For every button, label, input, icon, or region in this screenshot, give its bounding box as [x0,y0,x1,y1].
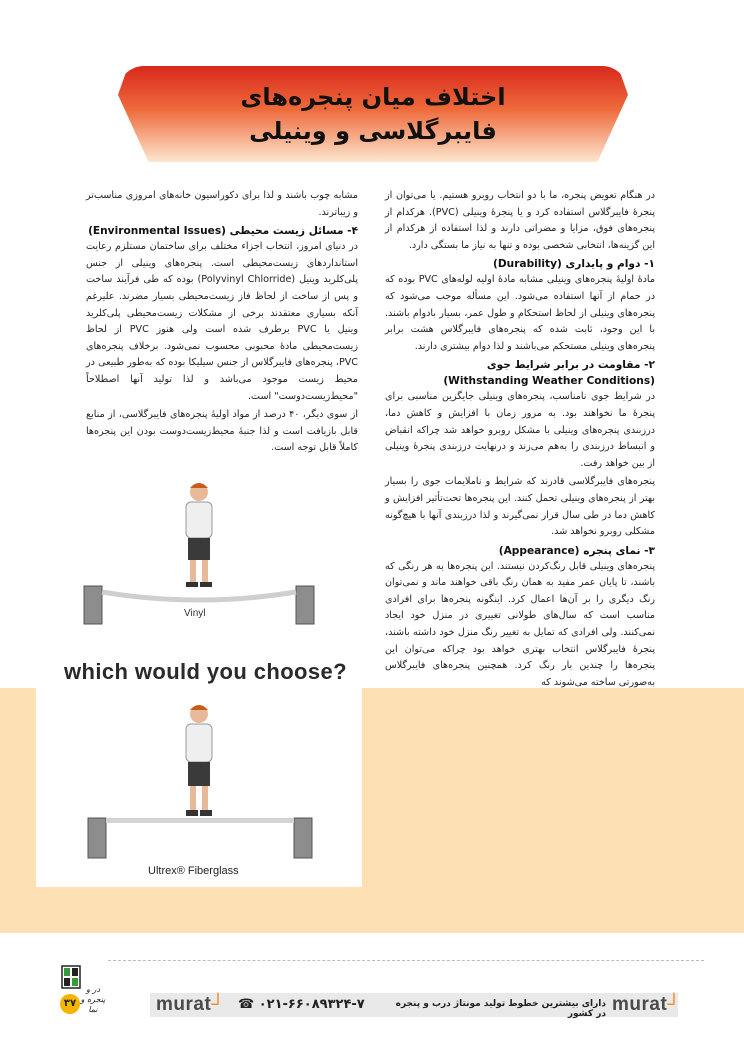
logo-accent-mark: ┘ [211,994,226,1015]
right-column [385,188,655,693]
magazine-name: در و پنجره و نما [80,985,106,1014]
window-icon [60,964,82,990]
phone-text: ۰۲۱-۶۶۰۸۹۳۲۴-۷ [258,997,365,1012]
section-2-text-1: در شرایط جوی نامناسب، پنجره‌های وینیلی جایگزین مناسبی برای پنجرهٔ ما نخواهند بود. به مرور زمان با افزایش و کاهش دما، درزبندی پنجره‌های وینیلی با مشکل روبرو خواهد شد چراکه انقباض و انبساط درزبندی را به‌هم می‌زند و درنهایت درزبندی پنجرهٔ وینیلی از بین خواهد رفت. [385,391,655,469]
continued-paragraph: مشابه چوب باشند و لذا برای دکوراسیون خانه‌های امروزی مناسب‌تر و زیباترند. [86,190,358,218]
company-slogan: دارای بیشترین خطوط تولید مونتاژ درب و پنجره در کشور [395,999,606,1019]
section-4-text-1: در دنیای امروز، انتخاب اجزاء مختلف برای ساختمان مستلزم رعایت استانداردهای زیست‌محیطی است. پنجره‌های وینیلی از جنس پلی‌کلرید وینیل (Polyvinyl Chlorride) بوده که طی فرآیند ساخت و پس از ساخت از لحاظ فاز زیست‌محیطی بسیار مضرند. علیرغم آنکه بسیاری معتقدند برخی از مشکلات زیست‌محیطی پلی‌کلرید وینیل یا PVC برطرف شده است ولی هنوز PVC از لحاظ زیست‌محیطی مادهٔ محبوبی محسوب نمی‌شود. برخلاف پنجره‌های PVC، پنجره‌های فایبرگلاس از جنس سیلیکا بوده که به‌طور طبیعی در محیط زیست موجود می‌باشد و لذا تولید آنها اصطلاحاً "محیط‌زیست‌دوست" است. [86,241,358,402]
murat-logo-right [612,994,681,1016]
block-left-top [84,586,102,624]
intro-paragraph: در هنگام تعویض پنجره، ما با دو انتخاب روبرو هستیم. یا می‌توان از پنجرهٔ فایبرگلاس استفاده کرد و یا پنجرهٔ وینیلی (PVC). هرکدام از پنجره‌های فوق، مزایا و مضراتی دارند و لذا استفاده از هرکدام از این گزینه‌ها، انتخابی شخصی بوده و تنها به نیاز ما بستگی دارد. [385,190,655,251]
boy-shirt-top [186,502,212,538]
choice-question: which would you choose? [64,659,347,684]
section-3-heading: ۳- نمای پنجره (Appearance) [498,544,655,557]
section-2-heading-en: (Withstanding Weather Conditions) [443,375,655,388]
boy-shirt-bottom [186,724,212,762]
fiberglass-scene [88,705,312,858]
logo-text-right: murat [612,994,668,1015]
comparison-photo [36,476,362,887]
block-right-bottom [294,818,312,858]
logo-text: murat [156,994,212,1015]
phone-number [238,997,365,1012]
section-2-text-2: پنجره‌های فایبرگلاسی قادرند که شرایط و ناملایمات جوی را بسیار بهتر از پنجره‌های وینیلی تحمل کنند. این پنجره‌ها تحت‌تأثیر افزایش و کاهش دما در طی سال قرار نمی‌گیرند و لذا درزبندی آنها با هیچ‌گونه مشکلی روبرو نخواهد شد. [385,476,655,538]
boy-shorts-top [188,538,210,560]
section-1-text: مادهٔ اولیهٔ پنجره‌های وینیلی مشابه مادهٔ اولیه لوله‌های PVC بوده که در حمام از آنها استفاده می‌شود. این مسأله موجب می‌شود که پنجره‌های وینیلی از لحاظ استحکام و طول عمر، بسیار بادوام باشند. با این وجود، ثابت شده که پنجره‌های فایبرگلاس هشت برابر پنجره‌های وینیلی مستحکم می‌باشند و لذا دوام بیشتری دارند. [385,274,655,352]
left-column [86,188,358,459]
section-1-heading: ۱- دوام و پایداری (Durability) [493,258,655,271]
section-3-text: پنجره‌های وینیلی قابل رنگ‌کردن نیستند. این پنجره‌ها به هر رنگی که باشند، تا پایان عمر مفید به همان رنگ باقی خواهند ماند و نمی‌توان رنگ دیگری را بر آن‌ها اعمال کرد. اینگونه پنجره‌ها برای افرادی مناسب است که سال‌های طولانی تغییری در منزل خود ایجاد نمی‌کنند. ولی افرادی که تمایل به تغییر رنگ منزل خود داشته باشند، پنجرهٔ فایبرگلاس انتخاب بهتری خواهد بود چراکه می‌توان این پنجره‌ها را چندین بار رنگ کرد. همچنین پنجره‌های فایبرگلاس به‌صورتی ساخته می‌شوند که [385,560,655,688]
title-line-1: اختلاف میان پنجره‌های [240,83,506,111]
fiberglass-label: Ultrex® Fiberglass [148,865,239,877]
block-left-bottom [88,818,106,858]
logo-accent-mark-right: ┘ [667,994,682,1015]
page-title [118,80,628,148]
title-line-2: فایبرگلاسی و وینیلی [249,117,497,145]
footer-divider [108,960,704,961]
section-2-heading: ۲- مقاومت در برابر شرایط جوی [486,359,655,372]
vinyl-beam-sagging [102,592,296,600]
vinyl-scene [84,483,314,624]
page-number-badge: ۳۷ [60,994,80,1014]
phone-icon: ☎ [238,997,259,1012]
section-4-text-2: از سوی دیگر، ۴۰ درصد از مواد اولیهٔ پنجره‌های فایبرگلاسی، از منابع قابل بازیافت است و لذا جنبهٔ محیط‌زیست‌دوست بودن این پنجره‌ها کاملاً قابل توجه است. [86,409,358,454]
fiberglass-beam-straight [106,818,294,823]
murat-logo-left [156,994,225,1016]
boy-shorts-bottom [188,762,210,786]
section-4-heading: ۴- مسائل زیست محیطی (Environmental Issues) [88,225,358,238]
block-right-top [296,586,314,624]
vinyl-label: Vinyl [184,608,206,619]
